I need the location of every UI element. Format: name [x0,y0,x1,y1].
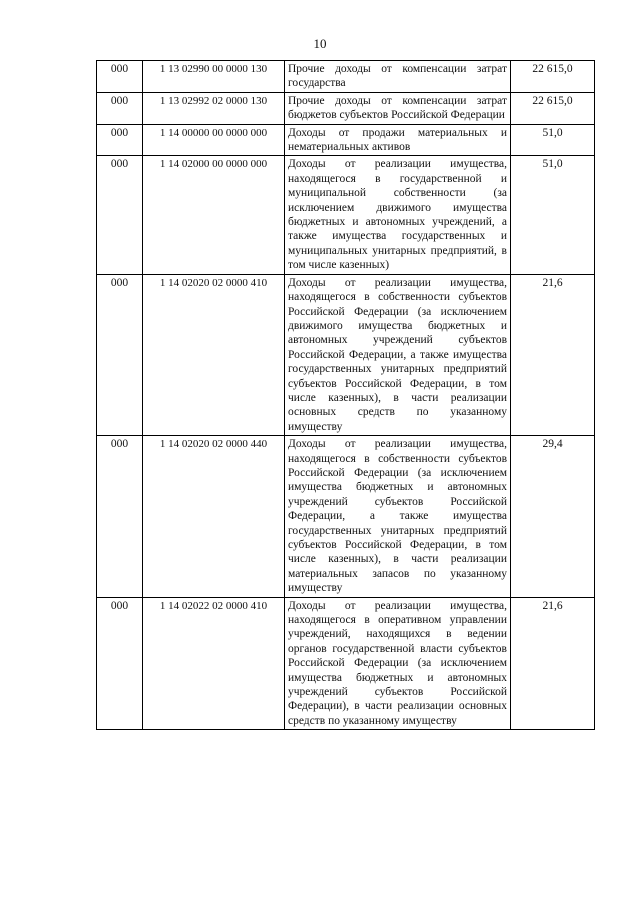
amount-cell: 51,0 [511,156,595,274]
revenue-name-cell: Доходы от реализации имущества, находящегося в государственной и муниципальной собственности (за исключением движимого имущества бюджетных и автономных учреждений, а также имущества государственных и муниципальных унитарных предприятий, в том числе казенных) [285,156,511,274]
revenue-name-cell: Прочие доходы от компенсации затрат государства [285,61,511,93]
admin-code-cell: 000 [97,436,143,597]
admin-code-cell: 000 [97,597,143,730]
table-row [97,436,595,597]
budget-code-cell: 1 14 02000 00 0000 000 [143,156,285,274]
budget-code-cell: 1 13 02992 02 0000 130 [143,92,285,124]
revenue-name-cell: Прочие доходы от компенсации затрат бюджетов субъектов Российской Федерации [285,92,511,124]
table-row [97,61,595,93]
page-number: 10 [313,36,327,51]
budget-code-cell: 1 14 02022 02 0000 410 [143,597,285,730]
admin-code-cell: 000 [97,92,143,124]
budget-code-cell: 1 14 00000 00 0000 000 [143,124,285,156]
admin-code-cell: 000 [97,124,143,156]
amount-cell: 22 615,0 [511,92,595,124]
revenue-name-cell: Доходы от продажи материальных и нематериальных активов [285,124,511,156]
budget-code-cell: 1 14 02020 02 0000 440 [143,436,285,597]
budget-code-cell: 1 13 02990 00 0000 130 [143,61,285,93]
table-row [97,597,595,730]
revenue-name-cell: Доходы от реализации имущества, находящегося в собственности субъектов Российской Федерации (за исключением движимого имущества бюджетных и автономных учреждений субъектов Российской Федерации, а также имущества государственных унитарных предприятий субъектов Российской Федерации, в том числе казенных), в части реализации основных средств по указанному имуществу [285,274,511,435]
amount-cell: 29,4 [511,436,595,597]
budget-code-cell: 1 14 02020 02 0000 410 [143,274,285,435]
amount-cell: 21,6 [511,597,595,730]
amount-cell: 51,0 [511,124,595,156]
admin-code-cell: 000 [97,61,143,93]
admin-code-cell: 000 [97,156,143,274]
revenue-table [96,60,595,730]
revenue-name-cell: Доходы от реализации имущества, находящегося в оперативном управлении учреждений, находящихся в ведении органов государственной власти субъектов Российской Федерации (за исключением имущества бюджетных и автономных учреждений субъектов Российской Федерации), в части реализации основных средств по указанному имуществу [285,597,511,730]
amount-cell: 22 615,0 [511,61,595,93]
table-row [97,124,595,156]
revenue-name-cell: Доходы от реализации имущества, находящегося в собственности субъектов Российской Федерации (за исключением имущества бюджетных и автономных учреждений субъектов Российской Федерации, а также имущества государственных унитарных предприятий субъектов Российской Федерации, в том числе казенных), в части реализации материальных запасов по указанному имуществу [285,436,511,597]
table-row [97,92,595,124]
table-row [97,156,595,274]
table-row [97,274,595,435]
amount-cell: 21,6 [511,274,595,435]
admin-code-cell: 000 [97,274,143,435]
